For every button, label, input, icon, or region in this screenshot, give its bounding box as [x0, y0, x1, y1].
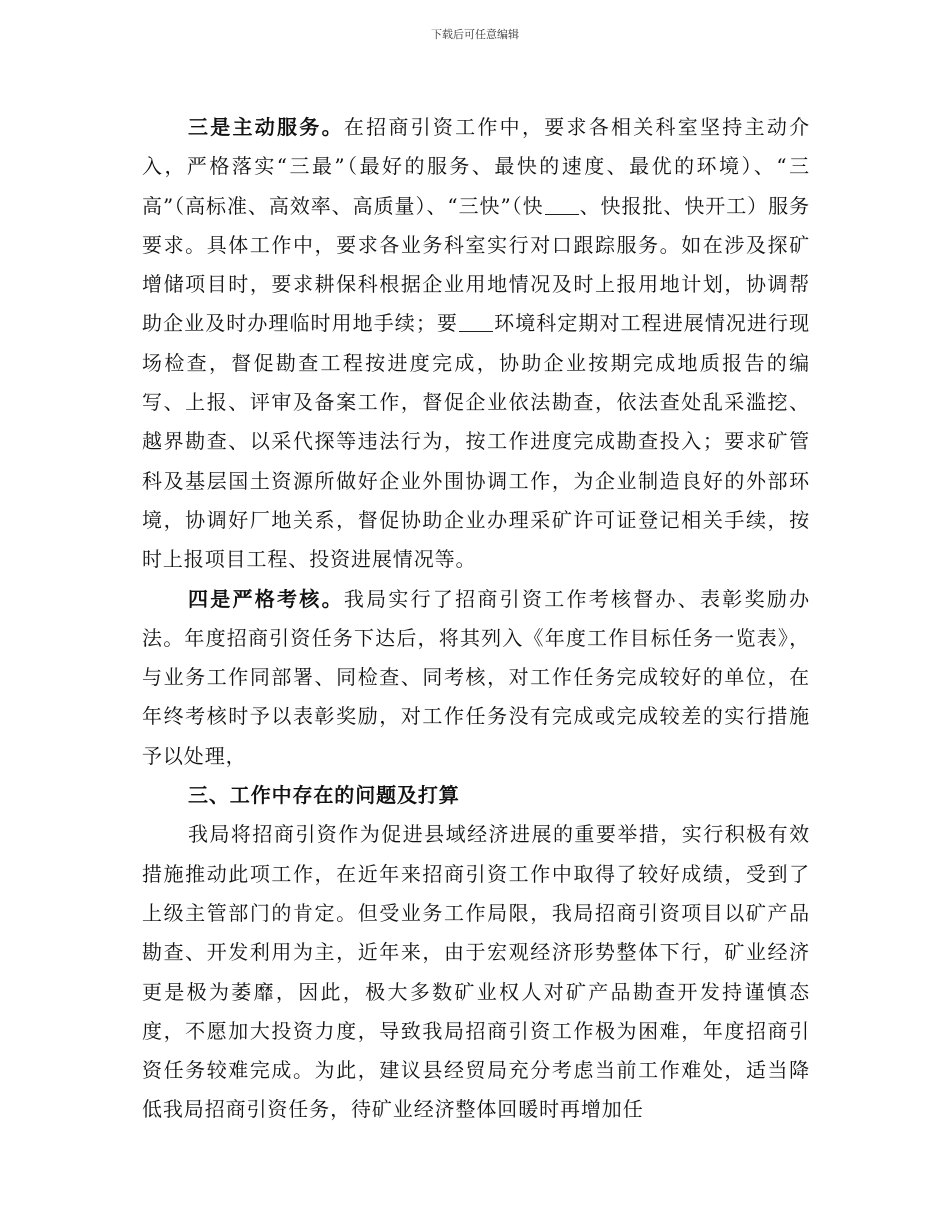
paragraph-problems: 我局将招商引资作为促进县域经济进展的重要举措，实行积极有效措施推动此项工作，在近年来招商引资工作中取得了较好成绩，受到了上级主管部门的肯定。但受业务工作局限，我局招商引资项目以矿产品勘查、开发利用为主，近年来，由于宏观经济形势整体下行，矿业经济更是极为萎靡，因此，极大多数矿业权人对矿产品勘查开发持谨慎态度，不愿加大投资力度，导致我局招商引资工作极为困难，年度招商引资任务较难完成。为此，建议县经贸局充分考虑当前工作难处，适当降低我局招商引资任务，待矿业经济整体回暖时再增加任	[142, 822, 810, 1122]
paragraph-strict-assessment	[142, 580, 810, 776]
page-header: 下载后可任意编辑	[431, 28, 519, 41]
paragraph-text: 我局实行了招商引资工作考核督办、表彰奖励办法。年度招商引资任务下达后，将其列入《年度工作目标任务一览表》，与业务工作同部署、同检查、同考核，对工作任务完成较好的单位，在年终考核时予以表彰奖励，对工作任务没有完成或完成较差的实行措施予以处理，	[142, 586, 810, 768]
paragraph-lead: 四是严格考核。	[188, 586, 344, 611]
paragraph-text: 在招商引资工作中，要求各相关科室坚持主动介入，严格落实“三最”（最好的服务、最快的速度、最优的环境）、“三高”（高标准、高效率、高质量）、“三快”（快	[142, 115, 810, 218]
paragraph-text: 环境科定期对工程进展情况进行现场检查，督促勘查工程按进度完成，协助企业按期完成地质报告的编写、上报、评审及备案工作，督促企业依法勘查，依法查处乱采滥挖、越界勘查、以采代探等违法行为，按工作进度完成勘查投入；要求矿管科及基层国土资源所做好企业外围协调工作，为企业制造良好的外部环境，协调好厂地关系，督促协助企业办理采矿许可证登记相关手续，按时上报项目工程、投资进展情况等。	[142, 311, 810, 572]
paragraph-text: 、快报批、快开工）服务要求。具体工作中，要求各业务科室实行对口跟踪服务。如在涉及探矿增储项目时，要求耕保科根据企业用地情况及时上报用地计划，协调帮助企业及时办理临时用地手续；要	[142, 193, 810, 336]
section-heading: 三、工作中存在的问题及打算	[188, 783, 460, 808]
paragraph-proactive-service	[142, 108, 810, 580]
fill-blank	[459, 311, 493, 332]
paragraph-lead: 三是主动服务。	[188, 115, 344, 139]
document-body	[142, 108, 810, 1130]
fill-blank	[545, 194, 579, 215]
